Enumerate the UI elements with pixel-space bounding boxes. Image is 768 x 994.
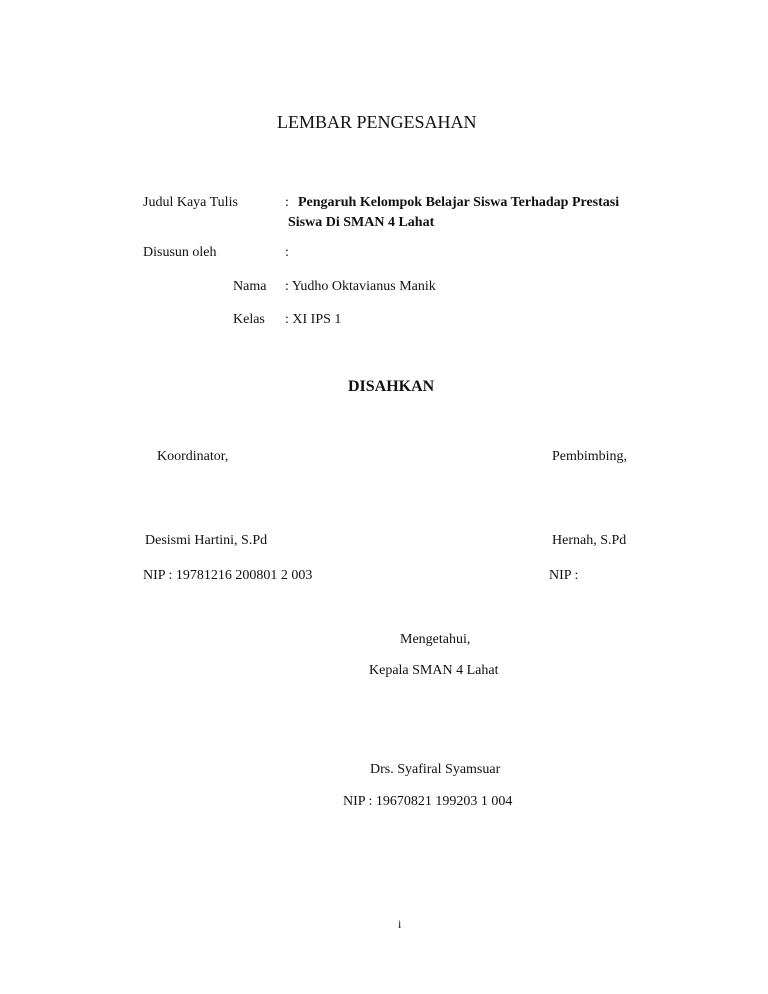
judul-value-line2: Siswa Di SMAN 4 Lahat <box>288 215 435 230</box>
kepala-name: Drs. Syafiral Syamsuar <box>370 762 501 777</box>
judul-value-line1: Pengaruh Kelompok Belajar Siswa Terhadap Prestasi <box>298 195 620 210</box>
nama-value: : Yudho Oktavianus Manik <box>285 279 436 294</box>
pembimbing-nip: NIP : <box>549 568 579 583</box>
kelas-value: : XI IPS 1 <box>285 312 342 327</box>
page-title: LEMBAR PENGESAHAN <box>277 112 477 132</box>
koordinator-nip: NIP : 19781216 200801 2 003 <box>143 568 313 583</box>
mengetahui-label: Mengetahui, <box>400 632 471 647</box>
judul-colon: : <box>285 195 289 210</box>
pembimbing-name: Hernah, S.Pd <box>552 533 627 548</box>
nama-label: Nama <box>233 279 267 294</box>
judul-label: Judul Kaya Tulis <box>143 195 238 210</box>
kepala-nip: NIP : 19670821 199203 1 004 <box>343 794 513 809</box>
disusun-colon: : <box>285 245 289 260</box>
kelas-label: Kelas <box>233 312 265 327</box>
pembimbing-role: Pembimbing, <box>552 449 628 464</box>
kepala-role: Kepala SMAN 4 Lahat <box>369 663 499 678</box>
disahkan-heading: DISAHKAN <box>348 378 435 395</box>
page-number: i <box>398 917 402 931</box>
disusun-label: Disusun oleh <box>143 245 217 260</box>
koordinator-role: Koordinator, <box>157 449 229 464</box>
koordinator-name: Desismi Hartini, S.Pd <box>145 533 268 548</box>
